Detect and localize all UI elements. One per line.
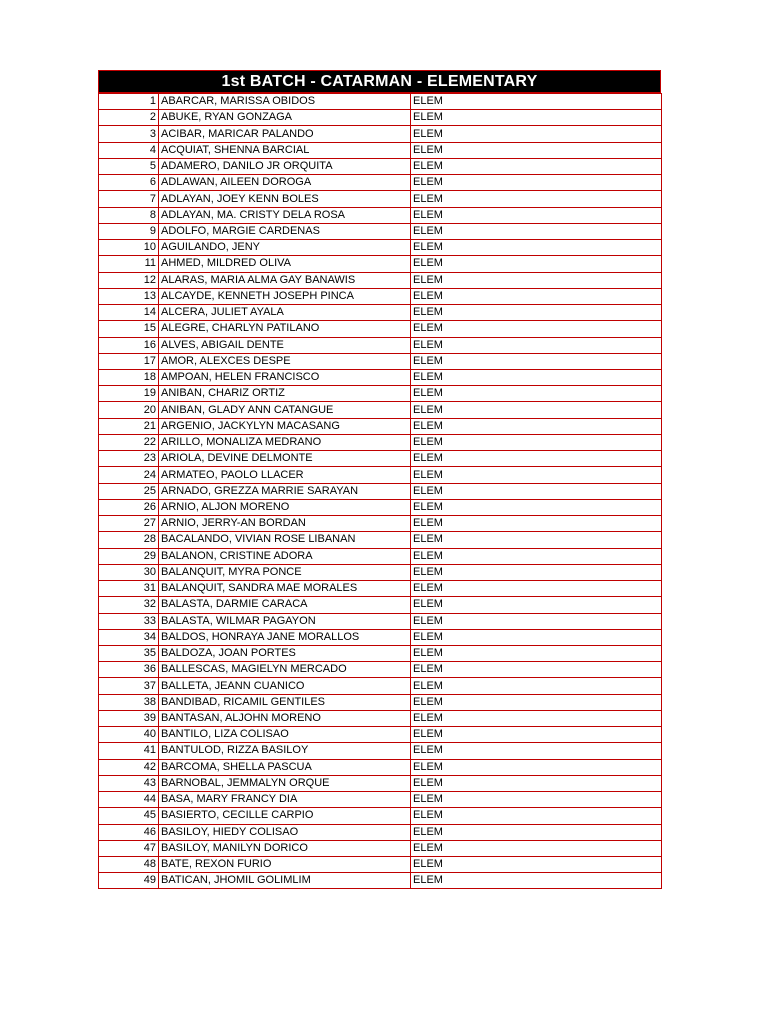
row-level: ELEM <box>411 710 662 726</box>
row-level: ELEM <box>411 516 662 532</box>
row-number: 9 <box>99 223 159 239</box>
row-name: ADLAYAN, MA. CRISTY DELA ROSA <box>159 207 411 223</box>
row-name: BALASTA, WILMAR PAGAYON <box>159 613 411 629</box>
row-name: ARIOLA, DEVINE DELMONTE <box>159 451 411 467</box>
row-level: ELEM <box>411 434 662 450</box>
row-level: ELEM <box>411 418 662 434</box>
row-name: BASILOY, MANILYN DORICO <box>159 840 411 856</box>
row-name: BARCOMA, SHELLA PASCUA <box>159 759 411 775</box>
table-row <box>99 662 662 678</box>
row-name: ADLAWAN, AILEEN DOROGA <box>159 175 411 191</box>
row-name: BARNOBAL, JEMMALYN ORQUE <box>159 775 411 791</box>
row-level: ELEM <box>411 743 662 759</box>
table-row <box>99 288 662 304</box>
row-name: BALDOZA, JOAN PORTES <box>159 645 411 661</box>
table-row <box>99 337 662 353</box>
row-level: ELEM <box>411 873 662 889</box>
table-row <box>99 386 662 402</box>
row-name: ABARCAR, MARISSA OBIDOS <box>159 94 411 110</box>
row-number: 45 <box>99 808 159 824</box>
table-row <box>99 110 662 126</box>
row-name: ARGENIO, JACKYLYN MACASANG <box>159 418 411 434</box>
table-row <box>99 840 662 856</box>
table-row <box>99 126 662 142</box>
row-name: BANDIBAD, RICAMIL GENTILES <box>159 694 411 710</box>
row-number: 15 <box>99 321 159 337</box>
table-row <box>99 175 662 191</box>
row-level: ELEM <box>411 207 662 223</box>
row-number: 5 <box>99 158 159 174</box>
row-level: ELEM <box>411 727 662 743</box>
row-level: ELEM <box>411 857 662 873</box>
table-row <box>99 759 662 775</box>
row-level: ELEM <box>411 272 662 288</box>
row-name: BATICAN, JHOMIL GOLIMLIM <box>159 873 411 889</box>
row-name: ACIBAR, MARICAR PALANDO <box>159 126 411 142</box>
row-name: ADOLFO, MARGIE CARDENAS <box>159 223 411 239</box>
row-number: 39 <box>99 710 159 726</box>
table-row <box>99 597 662 613</box>
table-row <box>99 516 662 532</box>
row-number: 32 <box>99 597 159 613</box>
row-level: ELEM <box>411 662 662 678</box>
table-row <box>99 467 662 483</box>
table-row <box>99 564 662 580</box>
table-row <box>99 191 662 207</box>
row-name: ARNIO, JERRY-AN BORDAN <box>159 516 411 532</box>
row-level: ELEM <box>411 775 662 791</box>
row-level: ELEM <box>411 548 662 564</box>
row-name: ADLAYAN, JOEY KENN BOLES <box>159 191 411 207</box>
row-level: ELEM <box>411 613 662 629</box>
row-number: 44 <box>99 792 159 808</box>
row-number: 30 <box>99 564 159 580</box>
table-row <box>99 94 662 110</box>
table-row <box>99 369 662 385</box>
row-level: ELEM <box>411 499 662 515</box>
row-number: 26 <box>99 499 159 515</box>
row-number: 25 <box>99 483 159 499</box>
row-number: 21 <box>99 418 159 434</box>
row-level: ELEM <box>411 645 662 661</box>
row-number: 40 <box>99 727 159 743</box>
row-level: ELEM <box>411 110 662 126</box>
row-number: 35 <box>99 645 159 661</box>
row-level: ELEM <box>411 792 662 808</box>
row-name: BALANQUIT, SANDRA MAE MORALES <box>159 581 411 597</box>
row-number: 49 <box>99 873 159 889</box>
row-level: ELEM <box>411 142 662 158</box>
row-number: 3 <box>99 126 159 142</box>
sheet-title: 1st BATCH - CATARMAN - ELEMENTARY <box>98 70 661 93</box>
row-number: 13 <box>99 288 159 304</box>
row-name: ACQUIAT, SHENNA BARCIAL <box>159 142 411 158</box>
row-level: ELEM <box>411 759 662 775</box>
table-row <box>99 710 662 726</box>
row-number: 11 <box>99 256 159 272</box>
row-name: ANIBAN, GLADY ANN CATANGUE <box>159 402 411 418</box>
row-level: ELEM <box>411 694 662 710</box>
row-number: 4 <box>99 142 159 158</box>
row-number: 1 <box>99 94 159 110</box>
row-level: ELEM <box>411 305 662 321</box>
row-name: BANTULOD, RIZZA BASILOY <box>159 743 411 759</box>
row-name: ANIBAN, CHARIZ ORTIZ <box>159 386 411 402</box>
table-row <box>99 240 662 256</box>
table-row <box>99 142 662 158</box>
row-level: ELEM <box>411 840 662 856</box>
table-row <box>99 418 662 434</box>
row-name: ARNADO, GREZZA MARRIE SARAYAN <box>159 483 411 499</box>
roster-table <box>98 93 662 889</box>
row-number: 47 <box>99 840 159 856</box>
row-number: 10 <box>99 240 159 256</box>
row-level: ELEM <box>411 467 662 483</box>
row-number: 17 <box>99 353 159 369</box>
table-row <box>99 613 662 629</box>
row-number: 38 <box>99 694 159 710</box>
row-number: 48 <box>99 857 159 873</box>
row-level: ELEM <box>411 402 662 418</box>
row-number: 14 <box>99 305 159 321</box>
row-level: ELEM <box>411 256 662 272</box>
table-row <box>99 678 662 694</box>
row-level: ELEM <box>411 451 662 467</box>
row-level: ELEM <box>411 175 662 191</box>
row-level: ELEM <box>411 337 662 353</box>
table-row <box>99 727 662 743</box>
row-number: 16 <box>99 337 159 353</box>
table-row <box>99 824 662 840</box>
row-number: 22 <box>99 434 159 450</box>
row-name: BANTILO, LIZA COLISAO <box>159 727 411 743</box>
table-row <box>99 629 662 645</box>
row-level: ELEM <box>411 223 662 239</box>
row-name: ALCERA, JULIET AYALA <box>159 305 411 321</box>
row-name: BALLESCAS, MAGIELYN MERCADO <box>159 662 411 678</box>
row-number: 31 <box>99 581 159 597</box>
table-row <box>99 775 662 791</box>
row-name: BATE, REXON FURIO <box>159 857 411 873</box>
row-number: 23 <box>99 451 159 467</box>
row-number: 41 <box>99 743 159 759</box>
row-name: AGUILANDO, JENY <box>159 240 411 256</box>
row-name: ALCAYDE, KENNETH JOSEPH PINCA <box>159 288 411 304</box>
row-number: 46 <box>99 824 159 840</box>
row-number: 7 <box>99 191 159 207</box>
row-name: BALASTA, DARMIE CARACA <box>159 597 411 613</box>
roster-sheet <box>98 70 661 889</box>
row-level: ELEM <box>411 532 662 548</box>
row-level: ELEM <box>411 369 662 385</box>
row-number: 19 <box>99 386 159 402</box>
row-name: BALDOS, HONRAYA JANE MORALLOS <box>159 629 411 645</box>
row-name: BASIERTO, CECILLE CARPIO <box>159 808 411 824</box>
row-name: AHMED, MILDRED OLIVA <box>159 256 411 272</box>
row-level: ELEM <box>411 564 662 580</box>
row-number: 24 <box>99 467 159 483</box>
row-level: ELEM <box>411 581 662 597</box>
table-row <box>99 321 662 337</box>
row-level: ELEM <box>411 191 662 207</box>
row-number: 8 <box>99 207 159 223</box>
row-name: BALANQUIT, MYRA PONCE <box>159 564 411 580</box>
row-name: BALLETA, JEANN CUANICO <box>159 678 411 694</box>
row-name: BANTASAN, ALJOHN MORENO <box>159 710 411 726</box>
table-row <box>99 272 662 288</box>
table-row <box>99 256 662 272</box>
table-row <box>99 451 662 467</box>
row-level: ELEM <box>411 597 662 613</box>
row-name: ARMATEO, PAOLO LLACER <box>159 467 411 483</box>
table-row <box>99 873 662 889</box>
row-level: ELEM <box>411 386 662 402</box>
row-name: ARNIO, ALJON MORENO <box>159 499 411 515</box>
table-row <box>99 434 662 450</box>
row-level: ELEM <box>411 808 662 824</box>
row-number: 27 <box>99 516 159 532</box>
row-name: ALVES, ABIGAIL DENTE <box>159 337 411 353</box>
row-level: ELEM <box>411 678 662 694</box>
table-row <box>99 305 662 321</box>
row-name: ALARAS, MARIA ALMA GAY BANAWIS <box>159 272 411 288</box>
roster-table-body <box>99 94 662 889</box>
table-row <box>99 645 662 661</box>
row-number: 28 <box>99 532 159 548</box>
row-number: 33 <box>99 613 159 629</box>
row-number: 34 <box>99 629 159 645</box>
row-name: ARILLO, MONALIZA MEDRANO <box>159 434 411 450</box>
row-level: ELEM <box>411 353 662 369</box>
table-row <box>99 694 662 710</box>
row-number: 42 <box>99 759 159 775</box>
row-level: ELEM <box>411 240 662 256</box>
table-row <box>99 158 662 174</box>
table-row <box>99 581 662 597</box>
row-level: ELEM <box>411 288 662 304</box>
row-number: 2 <box>99 110 159 126</box>
row-level: ELEM <box>411 629 662 645</box>
table-row <box>99 207 662 223</box>
table-row <box>99 532 662 548</box>
row-number: 18 <box>99 369 159 385</box>
row-name: AMPOAN, HELEN FRANCISCO <box>159 369 411 385</box>
row-number: 29 <box>99 548 159 564</box>
row-level: ELEM <box>411 321 662 337</box>
row-number: 20 <box>99 402 159 418</box>
row-name: ABUKE, RYAN GONZAGA <box>159 110 411 126</box>
row-name: BACALANDO, VIVIAN ROSE LIBANAN <box>159 532 411 548</box>
row-number: 6 <box>99 175 159 191</box>
row-name: AMOR, ALEXCES DESPE <box>159 353 411 369</box>
row-number: 36 <box>99 662 159 678</box>
table-row <box>99 223 662 239</box>
table-row <box>99 483 662 499</box>
row-name: ADAMERO, DANILO JR ORQUITA <box>159 158 411 174</box>
table-row <box>99 499 662 515</box>
row-level: ELEM <box>411 94 662 110</box>
table-row <box>99 548 662 564</box>
table-row <box>99 857 662 873</box>
row-level: ELEM <box>411 824 662 840</box>
row-name: ALEGRE, CHARLYN PATILANO <box>159 321 411 337</box>
row-level: ELEM <box>411 158 662 174</box>
table-row <box>99 353 662 369</box>
row-name: BALANON, CRISTINE ADORA <box>159 548 411 564</box>
row-level: ELEM <box>411 126 662 142</box>
row-name: BASA, MARY FRANCY DIA <box>159 792 411 808</box>
table-row <box>99 743 662 759</box>
table-row <box>99 402 662 418</box>
row-level: ELEM <box>411 483 662 499</box>
row-number: 43 <box>99 775 159 791</box>
row-number: 12 <box>99 272 159 288</box>
row-name: BASILOY, HIEDY COLISAO <box>159 824 411 840</box>
table-row <box>99 808 662 824</box>
table-row <box>99 792 662 808</box>
row-number: 37 <box>99 678 159 694</box>
